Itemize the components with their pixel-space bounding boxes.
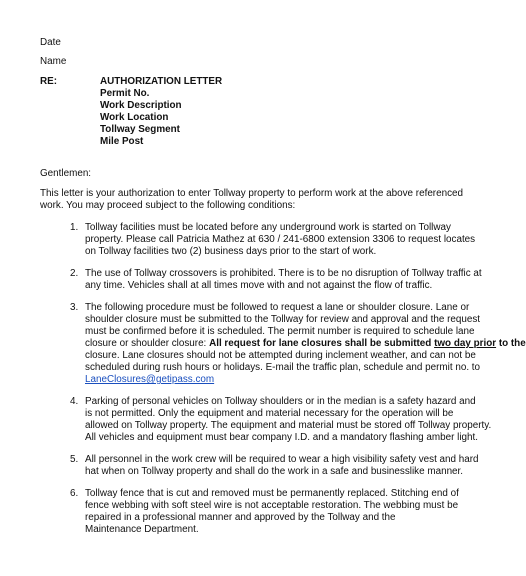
condition-text: closure or shoulder closure: bbox=[85, 338, 207, 349]
condition-number: 6. bbox=[70, 488, 79, 499]
email-link-line bbox=[85, 374, 214, 386]
condition-line: Maintenance Department. bbox=[85, 524, 199, 535]
bold-instruction: shall be submitted bbox=[344, 338, 432, 349]
condition-line: hat when on Tollway property and shall do the work in a safe and businesslike manner. bbox=[85, 466, 464, 477]
condition-number: 1. bbox=[70, 222, 79, 233]
condition-line: Tollway facilities must be located before any underground work is started on Tollway bbox=[85, 222, 451, 233]
re-title: AUTHORIZATION LETTER bbox=[100, 76, 223, 87]
intro-line: work. You may proceed subject to the following conditions: bbox=[40, 200, 296, 211]
condition-number: 5. bbox=[70, 454, 79, 465]
re-mile-post: Mile Post bbox=[100, 136, 144, 147]
condition-line: fence webbing with soft steel wire is not acceptable restoration. The webbing must be bbox=[85, 500, 459, 511]
condition-line: Tollway fence that is cut and removed must be permanently replaced. Stitching end of bbox=[85, 488, 459, 499]
condition-line-with-bold bbox=[85, 338, 526, 350]
condition-number: 3. bbox=[70, 302, 79, 313]
date-label: Date bbox=[40, 37, 61, 48]
condition-line: repaired in a professional manner and approved by the Tollway and the bbox=[85, 512, 396, 523]
condition-line: shoulder closure must be submitted to the Tollway for review and approval and the request bbox=[85, 314, 481, 325]
salutation: Gentlemen: bbox=[40, 168, 92, 179]
re-work-location: Work Location bbox=[100, 112, 169, 123]
condition-line: any time. Vehicles shall at all times move with and not against the flow of traffic. bbox=[85, 280, 433, 291]
re-label: RE: bbox=[40, 76, 58, 87]
condition-line: must be confirmed before it is scheduled. The permit number is required to schedule lane bbox=[85, 326, 475, 337]
re-tollway-segment: Tollway Segment bbox=[100, 124, 180, 135]
condition-line: scheduled during rush hours or holidays. E-mail the traffic plan, schedule and permit no. to bbox=[85, 362, 481, 373]
name-label: Name bbox=[40, 56, 67, 67]
condition-line: allowed on Tollway property. The equipment and material must be stored off Tollway property. bbox=[85, 420, 492, 431]
re-work-description: Work Description bbox=[100, 100, 182, 111]
bold-instruction: All request for lane closures bbox=[209, 338, 342, 349]
condition-line: closure. Lane closures should not be attempted during inclement weather, and can not be bbox=[85, 350, 476, 361]
condition-line: is not permitted. Only the equipment and material necessary for the operation will be bbox=[85, 408, 454, 419]
re-permit-no: Permit No. bbox=[100, 88, 150, 99]
condition-line: All vehicles and equipment must bear company I.D. and a mandatory flashing amber light. bbox=[85, 432, 479, 443]
condition-line: on Tollway facilities two (2) business days prior to the start of work. bbox=[85, 246, 377, 257]
intro-line: This letter is your authorization to enter Tollway property to perform work at the above referenced bbox=[40, 188, 464, 199]
email-link[interactable]: LaneClosures@getipass.com bbox=[85, 374, 215, 385]
condition-line: Parking of personal vehicles on Tollway shoulders or in the median is a safety hazard and bbox=[85, 396, 476, 407]
condition-line: The use of Tollway crossovers is prohibited. There is to be no disruption of Tollway traffic at bbox=[85, 268, 482, 279]
condition-number: 2. bbox=[70, 268, 79, 279]
condition-number: 4. bbox=[70, 396, 79, 407]
bold-instruction: to the bbox=[498, 338, 526, 349]
condition-line: property. Please call Patricia Mathez at 630 / 241-6800 extension 3306 to request locates bbox=[85, 234, 476, 245]
bold-underlined-deadline: two day prior bbox=[434, 338, 497, 349]
condition-line: All personnel in the work crew will be required to wear a high visibility safety vest and hard bbox=[85, 454, 479, 465]
condition-line: The following procedure must be followed to request a lane or shoulder closure. Lane or bbox=[85, 302, 470, 313]
